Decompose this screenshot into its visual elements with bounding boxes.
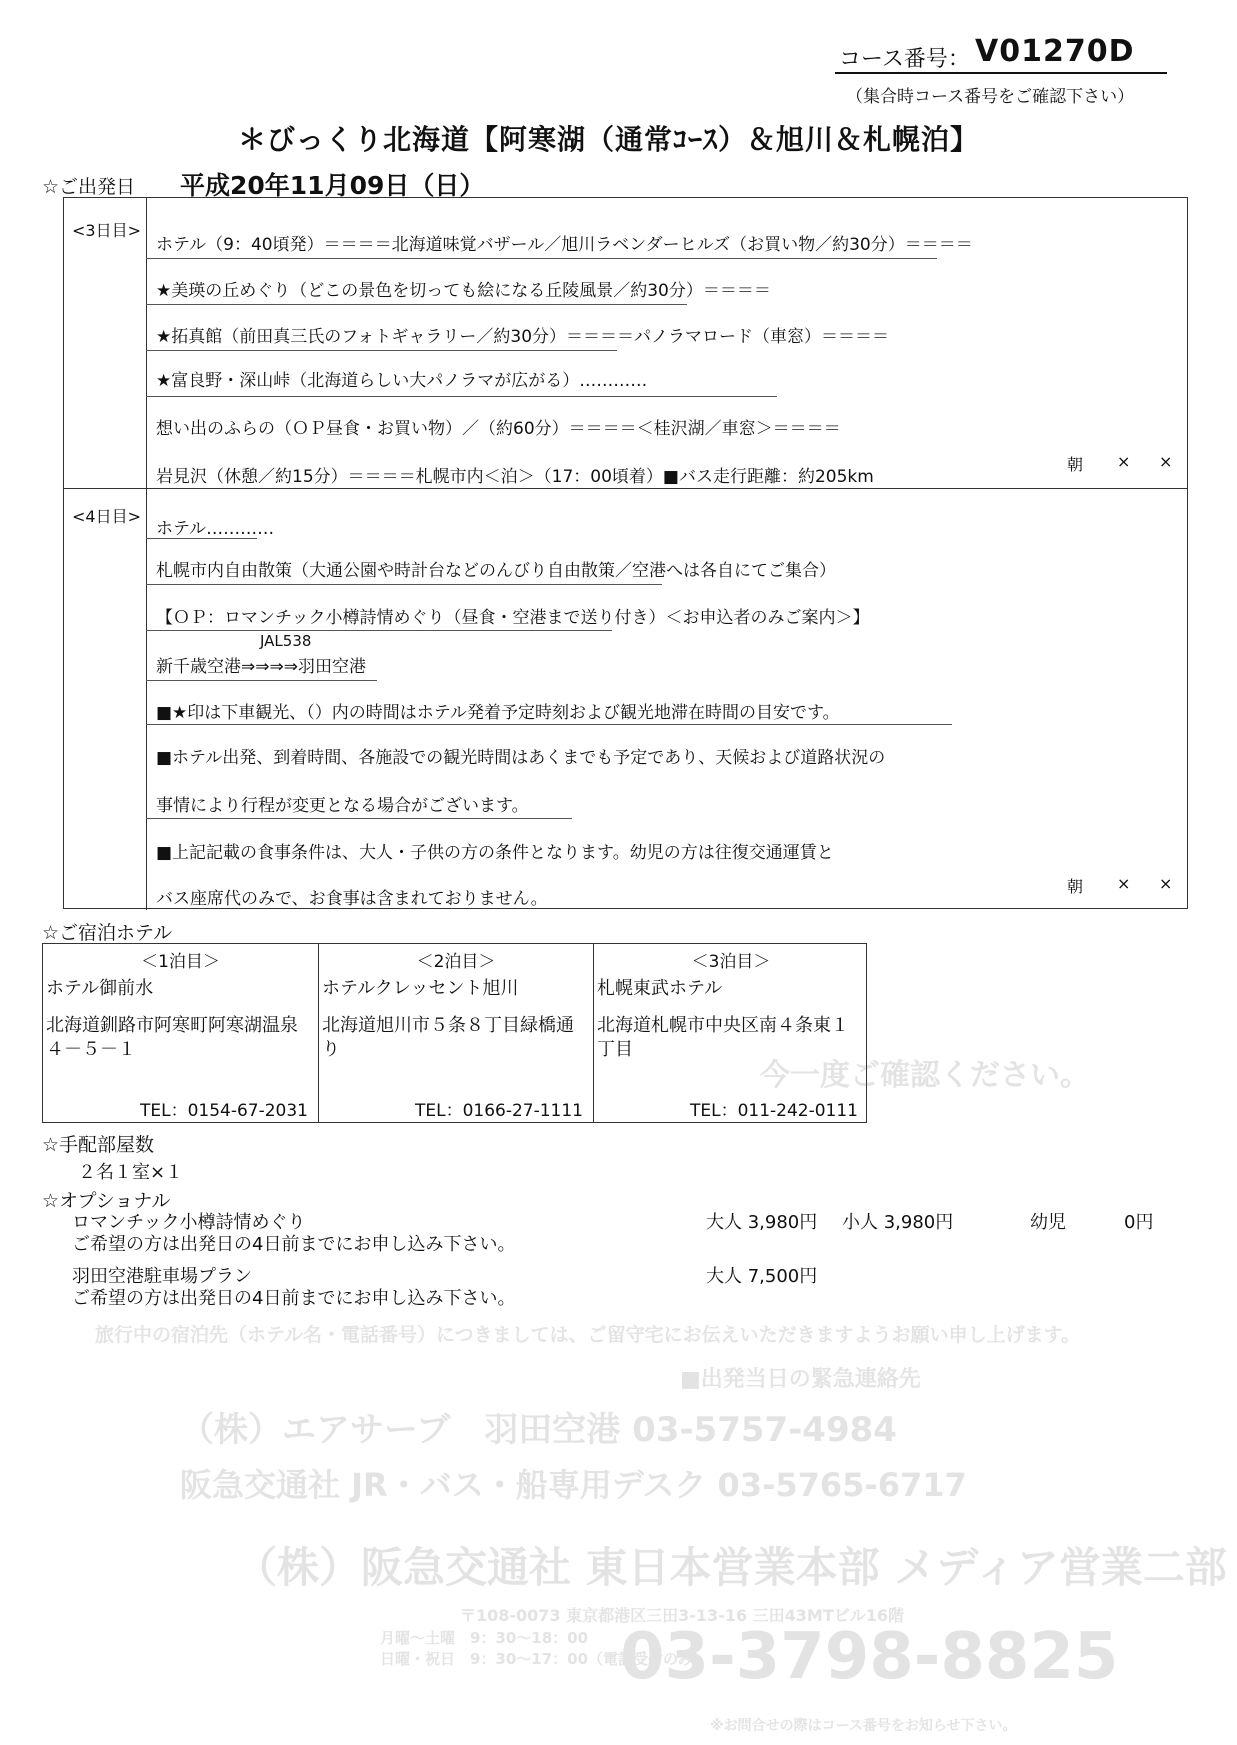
day3-line-5: 想い出のふらの（ＯＰ昼食・お買い物）／（約60分）＝＝＝＝＜桂沢湖／車窓＞＝＝＝＝: [156, 419, 841, 439]
day4-line-4: 新千歳空港⇒⇒⇒⇒羽田空港: [156, 657, 366, 677]
hotel-2-night: ＜2泊目＞: [416, 952, 496, 972]
hotel-1-name: ホテル御前水: [46, 978, 154, 999]
day4-line-2: 札幌市内自由散策（大通公園や時計台などのんびり自由散策／空港へは各自にてご集合）: [156, 561, 836, 581]
day4-note-3b: バス座席代のみで、お食事は含まれておりません。: [156, 889, 548, 909]
hotel-3-name: 札幌東武ホテル: [597, 978, 723, 999]
ghost-contact-1: （株）エアサーブ 羽田空港 03-5757-4984: [180, 1410, 897, 1450]
ghost-emergency-title: ■出発当日の緊急連絡先: [680, 1367, 921, 1392]
hotel-1-tel: TEL：0154-67-2031: [139, 1101, 308, 1121]
day3-label: <3日目>: [72, 221, 141, 240]
day3-meal-lunch: ×: [1117, 452, 1131, 471]
hotel-3-address: 北海道札幌市中央区南４条東１丁目: [597, 1015, 849, 1060]
course-number-note: （集合時コース番号をご確認下さい）: [846, 87, 1135, 107]
day4-note-2b: 事情により行程が変更となる場合がございます。: [156, 796, 529, 816]
day4-note-2a: ■ホテル出発、到着時間、各施設での観光時間はあくまでも予定であり、天候および道路状況の: [156, 748, 886, 768]
ghost-reconfirm: 今一度ご確認ください。: [760, 1058, 1090, 1093]
departure-label: ☆ご出発日: [42, 176, 136, 198]
hotel-3: [593, 944, 868, 1122]
day4-meal-dinner: ×: [1159, 874, 1173, 893]
hotel-3-night: ＜3泊目＞: [691, 952, 771, 972]
hotel-1-address: 北海道釧路市阿寒町阿寒湖温泉４－５－１: [46, 1015, 298, 1060]
hotel-2-address: 北海道旭川市５条８丁目緑橋通り: [322, 1015, 574, 1060]
optional-1-adult-price: 大人 3,980円: [706, 1212, 818, 1233]
day4-note-3a: ■上記記載の食事条件は、大人・子供の方の条件となります。幼児の方は往復交通運賃と: [156, 843, 834, 863]
day3-line-2: ★美瑛の丘めぐり（どこの景色を切っても絵になる丘陵風景／約30分）＝＝＝＝: [156, 281, 771, 301]
day3-line-3: ★拓真館（前田真三氏のフォトギャラリー／約30分）＝＝＝＝パノラマロード（車窓）＝＝＝＝: [156, 327, 890, 347]
optional-label: ☆オプショナル: [42, 1190, 171, 1212]
day4-line-1: ホテル…………: [156, 519, 275, 539]
day4-note-1: ■★印は下車観光、（）内の時間はホテル発着予定時刻および観光地滞在時間の目安です。: [156, 703, 840, 723]
tour-title: ＊びっくり北海道【阿寒湖（通常ｺｰｽ）＆旭川＆札幌泊】: [238, 123, 980, 156]
optional-1-infant-label: 幼児: [1030, 1212, 1066, 1233]
ghost-footnote: ※お問合せの際はコース番号をお知らせ下さい。: [710, 1718, 1017, 1734]
ghost-hours-2: 日曜・祝日 9：30～17：00（電話受付のみ）: [380, 1650, 709, 1668]
hotel-3-tel: TEL：011-242-0111: [689, 1101, 858, 1121]
ghost-company: （株）阪急交通社 東日本営業本部 メディア営業二部: [235, 1543, 1227, 1592]
ghost-contact-2: 阪急交通社 JR・バス・船専用デスク 03-5765-6717: [180, 1466, 967, 1504]
course-number-value: V01270D: [975, 34, 1135, 69]
optional-1-child-price: 小人 3,980円: [842, 1212, 954, 1233]
hotel-2-tel: TEL：0166-27-1111: [414, 1101, 583, 1121]
optional-1-infant-price: 0円: [1124, 1212, 1154, 1233]
day4-meal-breakfast: 朝: [1067, 877, 1084, 896]
day3-meal-breakfast: 朝: [1067, 455, 1084, 474]
day4-line-3: 【ＯＰ：ロマンチック小樽詩情めぐり（昼食・空港まで送り付き）＜お申込者のみご案内＞】: [156, 608, 870, 628]
day3-line-1: ホテル（9：40頃発）＝＝＝＝北海道味覚バザール／旭川ラベンダーヒルズ（お買い物／約30分）＝＝＝＝: [156, 235, 973, 255]
ghost-phone: 03-3798-8825: [620, 1620, 1119, 1694]
optional-1-note: ご希望の方は出発日の4日前までにお申し込み下さい。: [72, 1234, 516, 1255]
ghost-address: 〒108-0073 東京都港区三田3-13-16 三田43MTビル16階: [460, 1606, 905, 1625]
hotels-label: ☆ご宿泊ホテル: [42, 922, 173, 944]
course-number-label: コース番号：: [839, 47, 970, 72]
optional-2-name: 羽田空港駐車場プラン: [72, 1266, 252, 1287]
hotels-table: [42, 943, 867, 1123]
hotel-2: [318, 944, 593, 1122]
departure-date: 平成20年11月09日（日）: [180, 171, 485, 200]
ghost-hours-1: 月曜～土曜 9：30～18：00: [380, 1629, 589, 1647]
ghost-band-text: 旅行中の宿泊先（ホテル名・電話番号）につきましては、ご留守宅にお伝えいただきますようお願い申し上げます。: [95, 1324, 1081, 1346]
optional-2-adult-price: 大人 7,500円: [706, 1266, 818, 1287]
course-number-box: [835, 34, 1167, 74]
optional-2-note: ご希望の方は出発日の4日前までにお申し込み下さい。: [72, 1288, 516, 1309]
day3-line-4: ★富良野・深山峠（北海道らしい大パノラマが広がる）…………: [156, 371, 648, 391]
day4-label: <4日目>: [72, 507, 141, 526]
hotel-1-night: ＜1泊目＞: [141, 952, 220, 972]
rooms-value: ２名１室×１: [78, 1162, 184, 1183]
itinerary-table: [63, 197, 1188, 909]
day3-line-6: 岩見沢（休憩／約15分）＝＝＝＝札幌市内＜泊＞（17：00頃着）■バス走行距離：約205km: [156, 467, 874, 487]
rooms-label: ☆手配部屋数: [42, 1134, 155, 1156]
hotel-1: [43, 944, 318, 1122]
optional-1-name: ロマンチック小樽詩情めぐり: [72, 1212, 306, 1233]
day4-meal-lunch: ×: [1117, 874, 1131, 893]
day4-flight-number: JAL538: [260, 632, 312, 650]
day3-meal-dinner: ×: [1159, 452, 1173, 471]
hotel-2-name: ホテルクレッセント旭川: [322, 978, 519, 999]
